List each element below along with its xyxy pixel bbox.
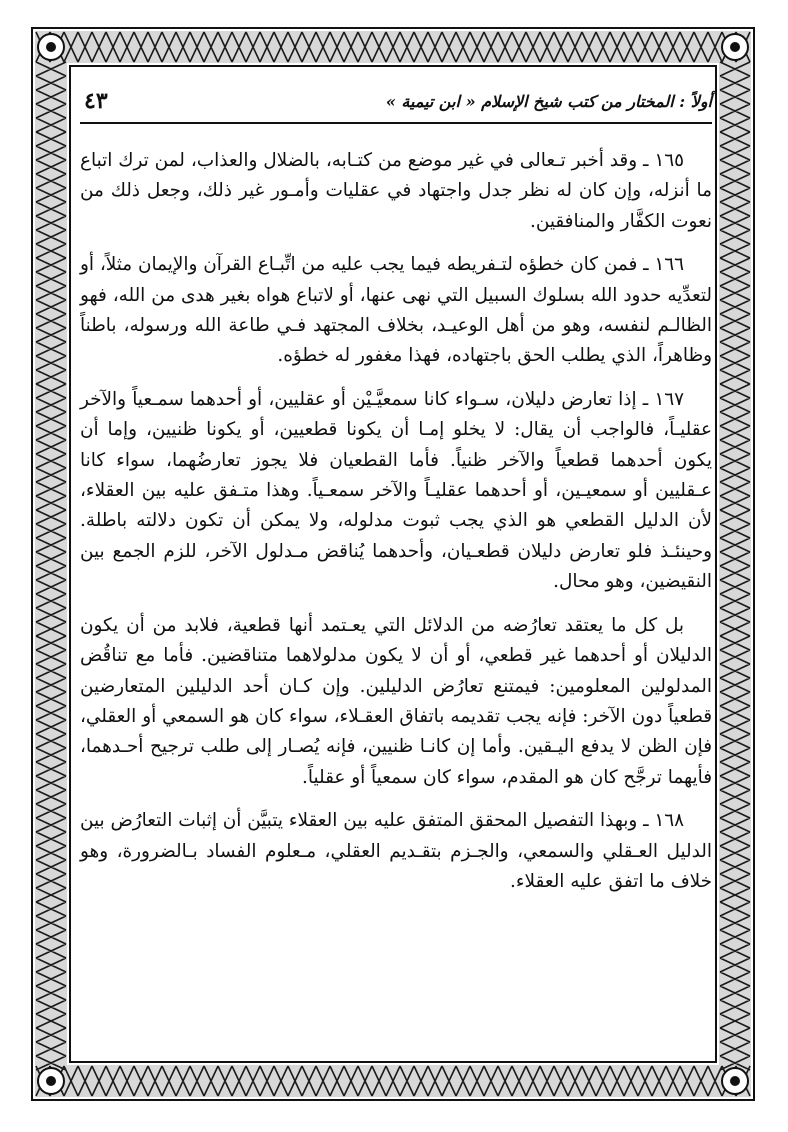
corner-rosette-center (730, 1076, 740, 1086)
paragraph-166: ١٦٦ ـ فمن كان خطؤه لتـفريطه فيما يجب عليه من اتِّبـاع القرآن والإيمان مثلاً، أو لتعدِّيه حدود الله بسلوك السبيل التي نهى عنها، أو لاتباع هواه بغير هدى من الله، فهو الظالـم لنفسه، وهو من أهل الوعيـد، بخلاف المجتهد فـي طاعة الله ورسوله، باطناً وظاهراً، الذي يطلب الحق باجتهاده، فهذا مغفور له خطؤه. (80, 254, 712, 367)
paragraph-165: ١٦٥ ـ وقد أخبر تـعالى في غير موضع من كتـابه، بالضلال والعذاب، لمن ترك اتباع ما أنزله، وإن كان له نظر جدل واجتهاد في عقليات وأمـور غير ذلك، وجعل ذلك من نعوت الكفَّار والمنافقين. (80, 150, 712, 232)
page-body (80, 146, 712, 897)
page-number: ٤٣ (84, 88, 108, 114)
header-title: أولاً : المختار من كتب شيخ الإسلام « ابن تيمية » (385, 92, 712, 111)
paragraph-167: ١٦٧ ـ إذا تعارض دليلان، سـواء كانا سمعيَّـيْن أو عقليين، أو أحدهما سمـعياً والآخر عقليـاً، فالواجب أن يقال: لا يخلو إمـا أن يكونا قطعيين، أو يكونا ظنيين، وإما أن يكون أحدهما قطعياً والآخر ظنياً. فأما القطعيان فلا يجوز تعارضُهما، سواء كانا عـقليين أو سمعيـين، أو أحدهما عقليـاً والآخر سمعـياً. وهذا متـفق عليه بين العقلاء، لأن الدليل القطعي هو الذي يجب ثبوت مدلوله، ولا يمكن أن تكون دلالته باطلة. وحينئـذ فلو تعارض دليلان قطعـيان، وأحدهما يُناقض مـدلول الآخر، للزم الجمع بين النقيضين، وهو محال. (80, 388, 712, 593)
book-page (80, 86, 712, 1026)
paragraph-167-continued: بل كل ما يعتقد تعارُضه من الدلائل التي يعـتمد أنها قطعية، فلابد من أن يكون الدليلان أو أحدهما غير قطعي، أو أن لا يكون مدلولاهما متناقضين. فأما مع تناقُض المدلولين المعلومين: فيمتنع تعارُض الدليلين. وإن كـان أحد الدليلين المتعارضين قطعياً دون الآخر: فإنه يجب تقديمه باتفاق العقـلاء، سواء كان هو السمعي أو العقلي، فإن الظن لا يدفع اليـقين. وأما إن كانـا ظنيين، فإنه يُصـار إلى طلب ترجيح أحـدهما، فأيهما ترجَّح كان هو المقدم، سواء كان سمعياً أو عقلياً. (80, 614, 712, 788)
paragraph-168: ١٦٨ ـ وبهذا التفصيل المحقق المتفق عليه بين العقلاء يتبيَّن أن إثبات التعارُض بين الدليل العـقلي والسمعي، والجـزم بتقـديم العقلي، مـعلوم الفساد بـالضرورة، وهو خلاف ما اتفق عليه العقلاء. (80, 810, 712, 892)
running-header (80, 86, 712, 124)
corner-rosette-center (46, 42, 56, 52)
corner-rosette-center (730, 42, 740, 52)
corner-rosette-center (46, 1076, 56, 1086)
